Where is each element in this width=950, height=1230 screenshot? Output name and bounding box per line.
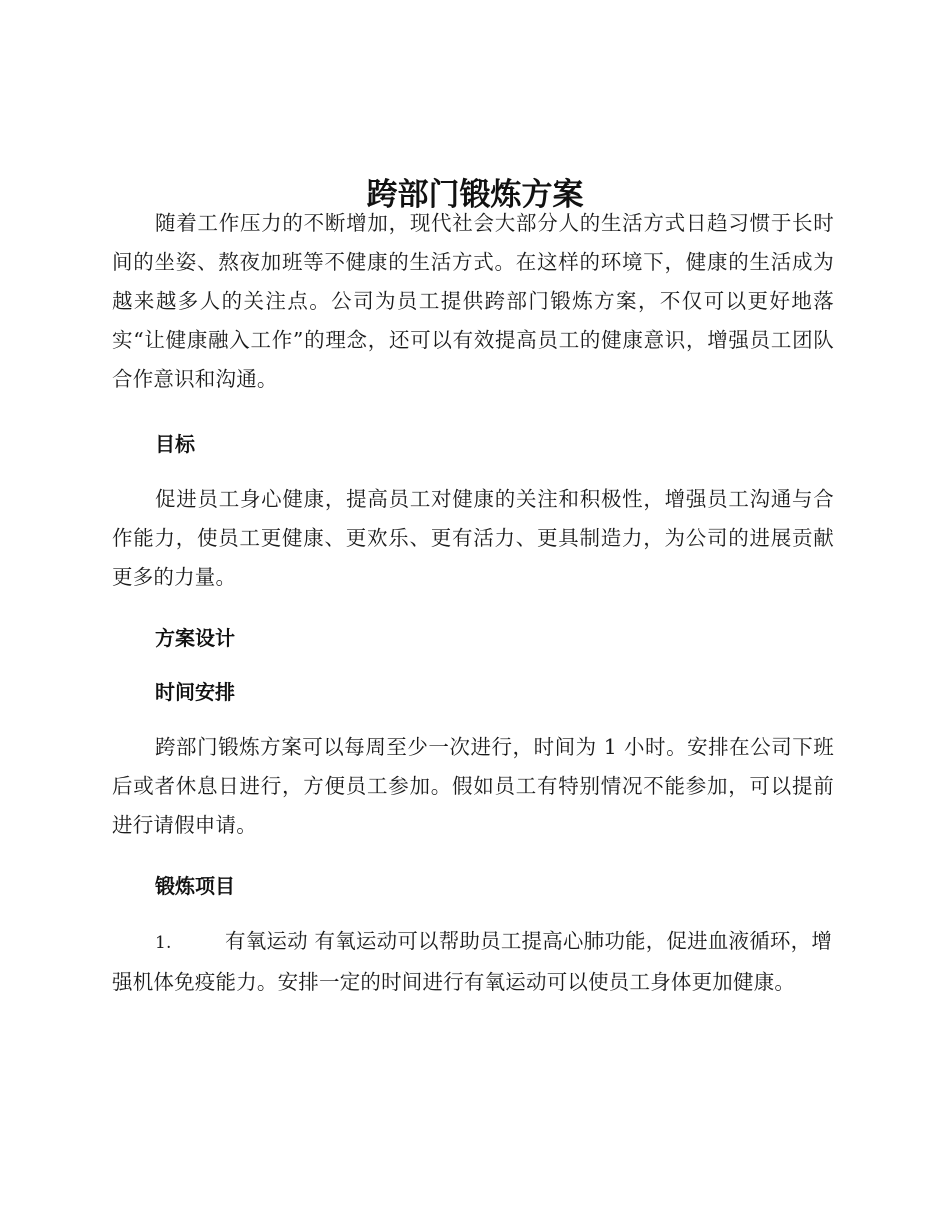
list-item bbox=[112, 922, 834, 1002]
document-title: 跨部门锻炼方案 bbox=[366, 176, 584, 213]
goal-paragraph: 促进员工身心健康，提高员工对健康的关注和积极性，增强员工沟通与合作能力，使员工更健康、更欢乐、更有活力、更具制造力，为公司的进展贡献更多的力量。 bbox=[112, 487, 834, 589]
list-item-number: 1. bbox=[155, 933, 172, 953]
goal-heading: 目标 bbox=[155, 432, 195, 456]
plan-heading: 方案设计 bbox=[155, 626, 235, 650]
list-item-text: 有氧运动 有氧运动可以帮助员工提高心肺功能，促进血液循环，增强机体免疫能力。安排一定的时间进行有氧运动可以使员工身体更加健康。 bbox=[112, 929, 833, 994]
intro-paragraph: 随着工作压力的不断增加，现代社会大部分人的生活方式日趋习惯于长时间的坐姿、熬夜加班等不健康的生活方式。在这样的环境下，健康的生活成为越来越多人的关注点。公司为员工提供跨部门锻炼方案，不仅可以更好地落实“让健康融入工作”的理念，还可以有效提高员工的健康意识，增强员工团队合作意识和沟通。 bbox=[112, 211, 834, 391]
exercise-heading: 锻炼项目 bbox=[155, 874, 235, 898]
time-paragraph: 跨部门锻炼方案可以每周至少一次进行，时间为 1 小时。安排在公司下班后或者休息日进行，方便员工参加。假如员工有特别情况不能参加，可以提前进行请假申请。 bbox=[112, 735, 834, 837]
time-heading: 时间安排 bbox=[155, 680, 235, 704]
